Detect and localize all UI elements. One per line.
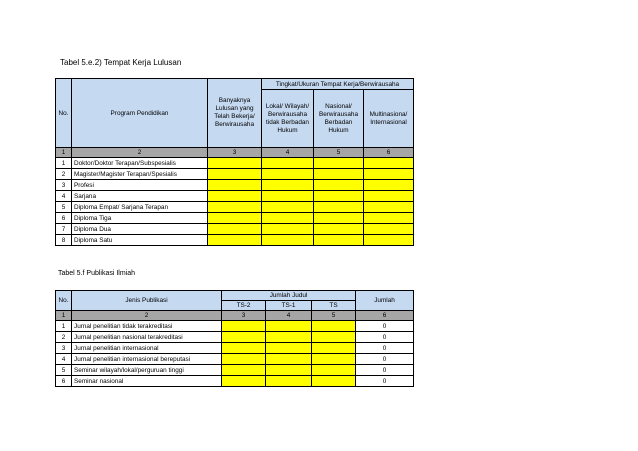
input-cell[interactable]	[364, 224, 414, 235]
input-cell[interactable]	[222, 332, 266, 343]
table-row	[56, 180, 414, 191]
row-label: Seminar wilayah/lokal/perguruan tinggi	[72, 365, 222, 376]
input-cell[interactable]	[364, 202, 414, 213]
input-cell[interactable]	[262, 158, 314, 169]
table-row	[56, 321, 414, 332]
input-cell[interactable]	[364, 169, 414, 180]
row-number: 8	[56, 235, 72, 246]
table-row	[56, 169, 414, 180]
input-cell[interactable]	[266, 365, 312, 376]
row-number: 2	[56, 332, 72, 343]
row-number: 1	[56, 321, 72, 332]
index-cell: 2	[72, 148, 208, 158]
index-cell: 3	[208, 148, 262, 158]
index-cell: 1	[56, 148, 72, 158]
row-jumlah: 0	[356, 376, 414, 387]
header-jumlah: Jumlah	[356, 291, 414, 311]
input-cell[interactable]	[314, 213, 364, 224]
table-row	[56, 213, 414, 224]
row-label: Jurnal penelitian internasional	[72, 343, 222, 354]
input-cell[interactable]	[266, 354, 312, 365]
row-jumlah: 0	[356, 332, 414, 343]
index-row	[56, 311, 414, 321]
table-row	[56, 376, 414, 387]
header-lokal: Lokal/ Wilayah/ Berwirausaha tidak Berbadan Hukum	[262, 90, 314, 148]
input-cell[interactable]	[312, 332, 356, 343]
input-cell[interactable]	[262, 235, 314, 246]
row-jumlah: 0	[356, 343, 414, 354]
index-cell: 6	[356, 311, 414, 321]
input-cell[interactable]	[364, 180, 414, 191]
input-cell[interactable]	[314, 235, 364, 246]
table-row	[56, 158, 414, 169]
tempat-kerja-table	[55, 78, 414, 246]
row-number: 5	[56, 365, 72, 376]
row-number: 1	[56, 158, 72, 169]
row-label: Jurnal penelitian tidak terakreditasi	[72, 321, 222, 332]
input-cell[interactable]	[266, 343, 312, 354]
index-row	[56, 148, 414, 158]
input-cell[interactable]	[262, 224, 314, 235]
row-label: Magister/Magister Terapan/Spesialis	[72, 169, 208, 180]
input-cell[interactable]	[208, 180, 262, 191]
row-number: 5	[56, 202, 72, 213]
input-cell[interactable]	[312, 376, 356, 387]
table-row	[56, 202, 414, 213]
header-multinasional: Multinasiona/ Internasional	[364, 90, 414, 148]
header-banyaknya: Banyaknya Lulusan yang Telah Bekerja/ Berwirausaha	[208, 79, 262, 148]
table1-title: Tabel 5.e.2) Tempat Kerja Lulusan	[60, 58, 182, 67]
input-cell[interactable]	[262, 213, 314, 224]
input-cell[interactable]	[262, 169, 314, 180]
header-jenis: Jenis Publikasi	[72, 291, 222, 311]
input-cell[interactable]	[312, 354, 356, 365]
row-label: Profesi	[72, 180, 208, 191]
row-label: Diploma Empat/ Sarjana Terapan	[72, 202, 208, 213]
input-cell[interactable]	[222, 365, 266, 376]
input-cell[interactable]	[312, 321, 356, 332]
input-cell[interactable]	[266, 332, 312, 343]
input-cell[interactable]	[266, 376, 312, 387]
input-cell[interactable]	[364, 235, 414, 246]
table-row	[56, 191, 414, 202]
table2-title: Tabel 5.f Publikasi Ilmiah	[58, 270, 136, 277]
row-label: Diploma Dua	[72, 224, 208, 235]
row-number: 4	[56, 354, 72, 365]
input-cell[interactable]	[314, 158, 364, 169]
input-cell[interactable]	[208, 224, 262, 235]
header-no: No.	[56, 79, 72, 148]
input-cell[interactable]	[314, 191, 364, 202]
input-cell[interactable]	[266, 321, 312, 332]
input-cell[interactable]	[364, 213, 414, 224]
input-cell[interactable]	[222, 354, 266, 365]
header-ts2: TS-2	[222, 301, 266, 311]
row-label: Sarjana	[72, 191, 208, 202]
index-cell: 6	[364, 148, 414, 158]
input-cell[interactable]	[314, 202, 364, 213]
table-row	[56, 332, 414, 343]
row-number: 3	[56, 343, 72, 354]
table-row	[56, 235, 414, 246]
input-cell[interactable]	[208, 158, 262, 169]
header-ts: TS	[312, 301, 356, 311]
index-cell: 1	[56, 311, 72, 321]
input-cell[interactable]	[364, 191, 414, 202]
index-cell: 4	[262, 148, 314, 158]
input-cell[interactable]	[222, 376, 266, 387]
row-jumlah: 0	[356, 365, 414, 376]
header-program: Program Pendidikan	[72, 79, 208, 148]
row-number: 6	[56, 376, 72, 387]
table-row	[56, 224, 414, 235]
header-group-tingkat: Tingkat/Ukuran Tempat Kerja/Berwirausaha	[262, 79, 414, 90]
row-number: 2	[56, 169, 72, 180]
header-ts1: TS-1	[266, 301, 312, 311]
row-label: Jurnal penelitian nasional terakreditasi	[72, 332, 222, 343]
index-cell: 2	[72, 311, 222, 321]
input-cell[interactable]	[208, 191, 262, 202]
input-cell[interactable]	[312, 365, 356, 376]
input-cell[interactable]	[208, 169, 262, 180]
input-cell[interactable]	[364, 158, 414, 169]
input-cell[interactable]	[314, 169, 364, 180]
input-cell[interactable]	[208, 235, 262, 246]
row-label: Seminar nasional	[72, 376, 222, 387]
row-number: 6	[56, 213, 72, 224]
table-row	[56, 365, 414, 376]
row-label: Diploma Tiga	[72, 213, 208, 224]
index-cell: 4	[266, 311, 312, 321]
input-cell[interactable]	[262, 202, 314, 213]
input-cell[interactable]	[262, 191, 314, 202]
header-no: No.	[56, 291, 72, 311]
input-cell[interactable]	[314, 180, 364, 191]
input-cell[interactable]	[314, 224, 364, 235]
row-number: 7	[56, 224, 72, 235]
index-cell: 5	[312, 311, 356, 321]
index-cell: 3	[222, 311, 266, 321]
row-label: Jurnal penelitian internasional bereputasi	[72, 354, 222, 365]
index-cell: 5	[314, 148, 364, 158]
input-cell[interactable]	[222, 321, 266, 332]
row-label: Diploma Satu	[72, 235, 208, 246]
header-group-jumlah-judul: Jumlah Judul	[222, 291, 356, 301]
row-label: Doktor/Doktor Terapan/Subspesialis	[72, 158, 208, 169]
input-cell[interactable]	[262, 180, 314, 191]
input-cell[interactable]	[312, 343, 356, 354]
row-number: 4	[56, 191, 72, 202]
input-cell[interactable]	[208, 213, 262, 224]
table-row	[56, 354, 414, 365]
header-nasional: Nasional/ Berwirausaha Berbadan Hukum	[314, 90, 364, 148]
input-cell[interactable]	[208, 202, 262, 213]
input-cell[interactable]	[222, 343, 266, 354]
row-jumlah: 0	[356, 354, 414, 365]
publikasi-table	[55, 290, 414, 387]
row-number: 3	[56, 180, 72, 191]
table-row	[56, 343, 414, 354]
row-jumlah: 0	[356, 321, 414, 332]
